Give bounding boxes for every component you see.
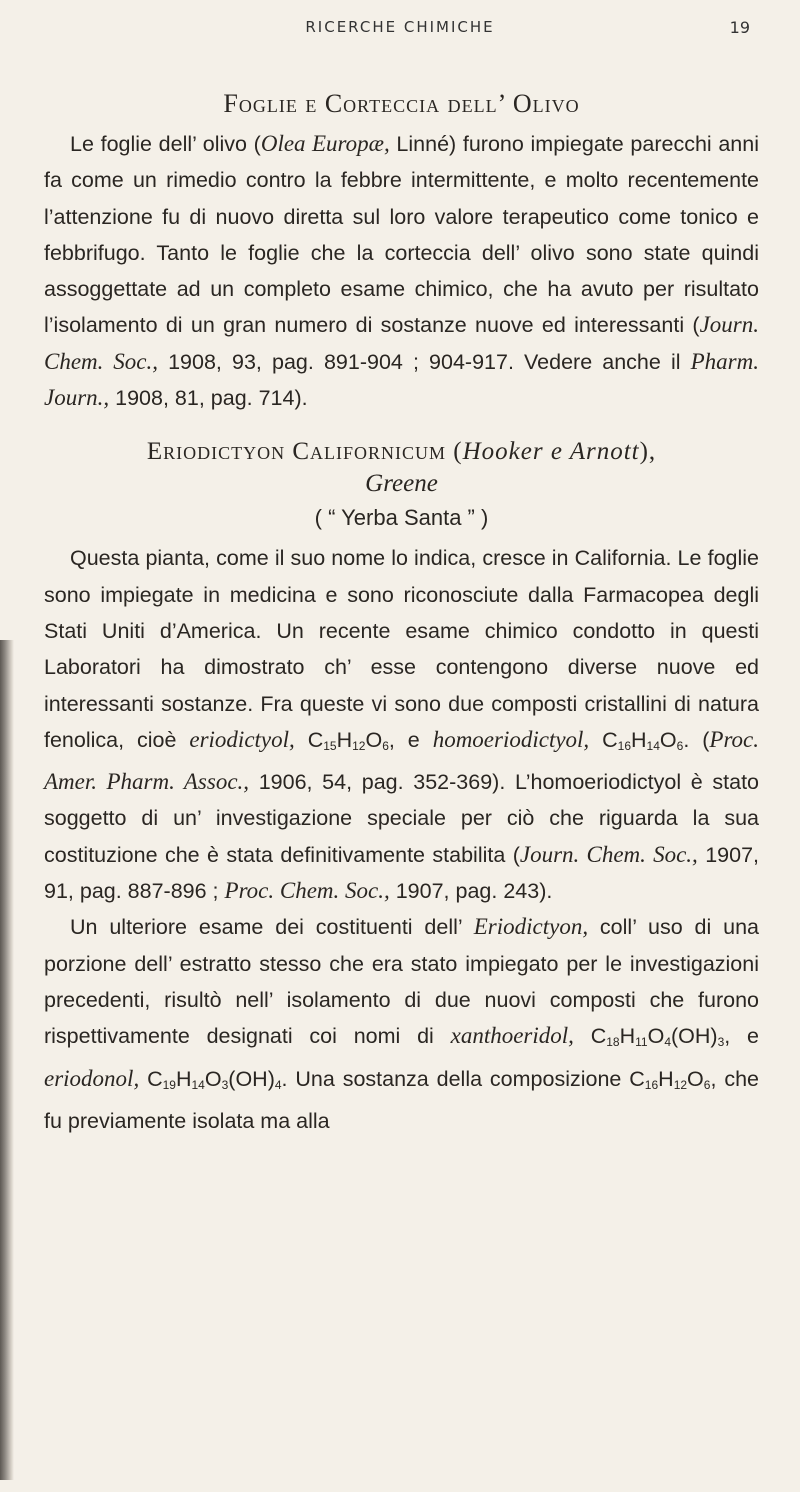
formula-part: O	[659, 727, 677, 752]
section-subtitle: Greene	[365, 470, 438, 498]
formula-part: H	[619, 1024, 636, 1049]
formula-sub: 16	[617, 738, 632, 753]
text-run: Un ulteriore esame dei costituenti dell’	[70, 915, 474, 940]
italic-compound: eriodictyol,	[189, 726, 295, 752]
text-run: , che fu previamente isolata ma alla	[44, 1066, 759, 1133]
text-run: 1908, 93, pag. 891-904 ; 904-917. Vedere anche il	[158, 349, 691, 374]
formula-sub: 6	[382, 738, 389, 753]
formula-part: H	[631, 727, 647, 752]
formula-part: C	[590, 1024, 607, 1049]
section-title-olive: Foglie e Corteccia dell’ Olivo	[223, 89, 580, 118]
text-run: 1907, 91, pag. 887-896 ;	[44, 842, 760, 904]
title-text: ),	[639, 438, 657, 466]
italic-compound: xanthoeridol,	[450, 1023, 574, 1049]
text-run: 1908, 81, pag. 714).	[109, 386, 308, 411]
page-number: 19	[729, 18, 750, 37]
title-author: Hooker e Arnott	[462, 438, 640, 466]
formula-sub: 12	[673, 1077, 688, 1092]
formula-part: C	[602, 727, 618, 752]
formula-part: O	[204, 1066, 222, 1091]
text-run: 1906, 54, pag. 352-369). L’homoeriodictyol è stato soggetto di un’ investigazione speciale per ciò che riguarda la sua costituzione che è stata definitivamente stabilita (	[44, 770, 760, 867]
formula-part: H	[336, 727, 353, 752]
book-spine-shadow	[0, 640, 14, 1480]
formula	[629, 1067, 710, 1091]
text-run: Questa pianta, come il suo nome lo indica, cresce in California. Le foglie sono impiegate in medicina e sono riconosciute dalla Farmacopea degli Stati Uniti d’America. Un recente esame chimico condotto in questi Laboratori ha dimostrato ch’ esse contengono diverse nuove ed interessanti sostanze. Fra queste vi sono due composti cristallini di natura fenolica, cioè	[44, 546, 759, 752]
text-run: coll’ uso di una porzione dell’ estratto stesso che era stato impiegato per le investigazioni precedenti, risultò nell’ isolamento di due nuovi composti che furono rispettivamente designati coi nomi di	[44, 915, 759, 1049]
formula	[147, 1067, 281, 1091]
italic-genus: Eriodictyon,	[473, 914, 589, 940]
formula-part: O	[687, 1066, 704, 1091]
text-run: , e	[388, 727, 433, 752]
title-text: Eriodictyon Californicum (	[146, 438, 463, 466]
paragraph-yerba-santa	[44, 540, 759, 909]
formula-part: H	[175, 1066, 192, 1091]
formula-sub: 6	[676, 738, 684, 753]
text-run: Le foglie dell’ olivo (	[70, 132, 261, 156]
formula-part: O	[365, 727, 383, 752]
formula-part: O	[647, 1024, 665, 1049]
italic-compound: homoeriodictyol,	[432, 726, 590, 752]
running-title: RICERCHE CHIMICHE	[305, 18, 495, 36]
formula-sub: 11	[635, 1035, 648, 1050]
italic-compound: eriodonol,	[44, 1065, 140, 1091]
formula	[591, 1024, 725, 1048]
paragraph-olive	[44, 126, 759, 416]
text-run: . (	[683, 727, 710, 752]
text-run: 1907, pag. 243).	[389, 879, 553, 904]
formula-sub: 3	[221, 1077, 229, 1092]
formula-part: (OH)	[671, 1024, 718, 1049]
formula-sub: 19	[162, 1077, 176, 1092]
italic-citation: Proc. Chem. Soc.,	[224, 878, 390, 904]
page-header	[0, 18, 800, 48]
formula-sub: 4	[274, 1077, 282, 1092]
italic-citation: Journ. Chem. Soc.,	[44, 312, 759, 374]
formula-part: C	[307, 727, 324, 752]
section-title-eriodictyon	[44, 436, 759, 468]
formula	[308, 728, 389, 752]
formula-sub: 18	[606, 1035, 620, 1050]
formula-sub: 6	[703, 1077, 711, 1092]
formula-sub: 3	[717, 1035, 725, 1050]
paragraph-new-compounds	[44, 909, 759, 1139]
italic-citation: Proc. Amer. Pharm. Assoc.,	[44, 726, 759, 795]
formula-sub: 12	[352, 738, 366, 753]
formula-part: C	[629, 1066, 645, 1091]
text-run: , e	[724, 1024, 759, 1049]
formula-part: (OH)	[228, 1066, 275, 1091]
formula	[602, 728, 683, 752]
text-run: . Una sostanza della composizione	[281, 1066, 630, 1091]
italic-species: Olea Europæ,	[260, 131, 390, 156]
formula-sub: 14	[646, 738, 660, 753]
page-body	[44, 68, 759, 1139]
italic-citation: Pharm. Journ.,	[44, 348, 759, 411]
italic-citation: Journ. Chem. Soc.,	[519, 841, 698, 867]
formula-sub: 16	[644, 1077, 659, 1092]
formula-sub: 4	[664, 1035, 672, 1050]
formula-part: C	[147, 1066, 163, 1091]
text-run: Linné) furono impiegate parecchi anni fa come un rimedio contro la febbre intermittente, e molto recentemente l’attenzione fu di nuovo diretta sul loro valore terapeutico come tonico e febbrifugo. Tanto le foglie che la corteccia dell’ olivo sono state quindi assoggettate ad un completo esame chimico, che ha avuto per risultato l’isolamento di un gran numero di sostanze nuove ed interessanti (	[44, 132, 759, 338]
formula-sub: 15	[323, 738, 337, 753]
formula-sub: 14	[191, 1077, 205, 1092]
common-name: ( “ Yerba Santa ” )	[314, 505, 489, 531]
formula-part: H	[658, 1066, 674, 1091]
